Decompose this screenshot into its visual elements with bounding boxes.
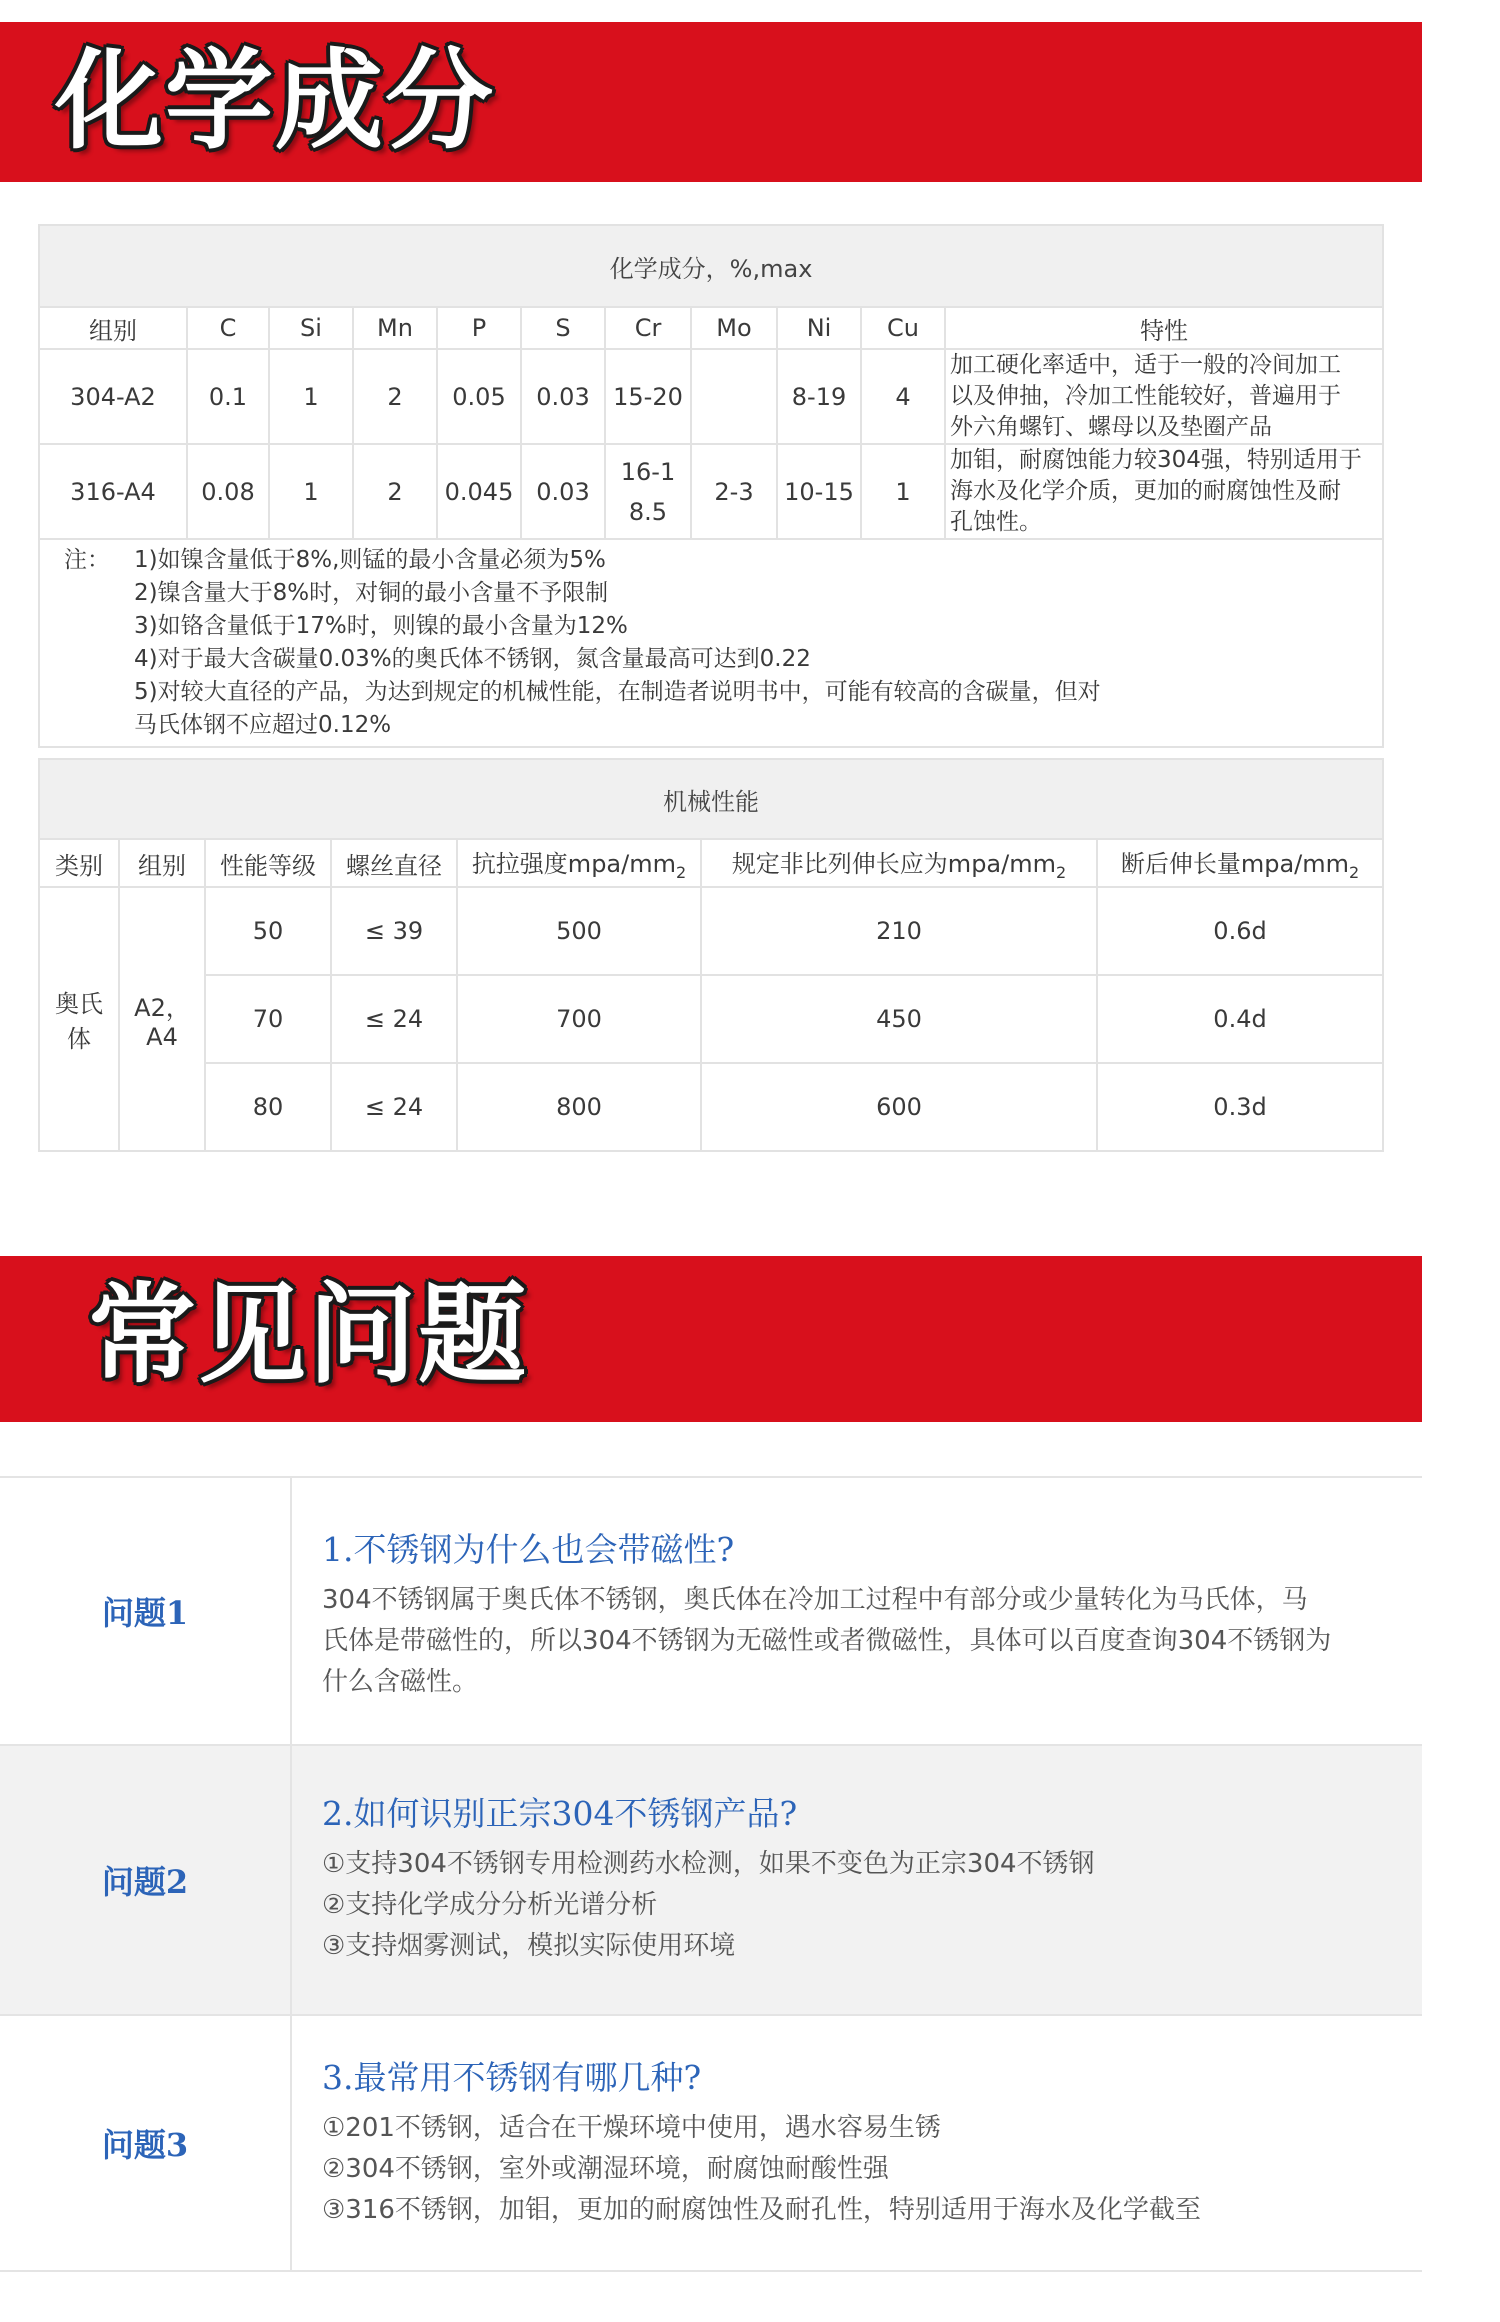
faq-label: 问题2 xyxy=(101,1863,189,1901)
table-cell: 2-3 xyxy=(691,444,777,539)
table-cell: 15-20 xyxy=(605,349,691,444)
category-cell: 奥氏体 xyxy=(39,887,119,1151)
table-cell: 0.6d xyxy=(1097,887,1383,975)
note-item: 4)对于最大含碳量0.03%的奥氏体不锈钢，氮含量最高可达到0.22 xyxy=(134,646,811,672)
faq-answer-line: ②304不锈钢，室外或潮湿环境，耐腐蚀耐酸性强 xyxy=(322,2154,889,2184)
notes-cell xyxy=(39,539,1383,747)
faq-banner xyxy=(0,1256,1422,1422)
faq-answer-line: ①支持304不锈钢专用检测药水检测，如果不变色为正宗304不锈钢 xyxy=(322,1849,1095,1879)
table-cell: 2 xyxy=(353,349,437,444)
header-cell: 螺丝直径 xyxy=(331,839,457,887)
header-cell: Mo xyxy=(691,307,777,349)
table-cell xyxy=(691,349,777,444)
table-cell: 70 xyxy=(205,975,331,1063)
table-cell: 1 xyxy=(269,444,353,539)
table-row xyxy=(39,349,1383,444)
faq-content xyxy=(322,1792,1382,1967)
table-cell: 0.03 xyxy=(521,444,605,539)
faq-item xyxy=(0,1744,1422,2014)
table-row xyxy=(39,975,1383,1063)
feature-cell xyxy=(945,349,1383,444)
header-text: 断后伸长量mpa/mm xyxy=(1120,850,1349,879)
faq-answer xyxy=(322,2108,1382,2231)
faq-answer xyxy=(322,1844,1382,1967)
notes-list xyxy=(134,544,1101,742)
header-cell: 特性 xyxy=(945,307,1383,349)
chemical-header-row xyxy=(39,307,1383,349)
table-cell: ≤ 24 xyxy=(331,975,457,1063)
header-cell: Cu xyxy=(861,307,945,349)
faq-banner-title: 常见问题 xyxy=(88,1273,529,1398)
header-cell: Si xyxy=(269,307,353,349)
table-cell: 50 xyxy=(205,887,331,975)
faq-label-cell xyxy=(0,1478,292,1744)
feature-cell xyxy=(945,444,1383,539)
table-cell: 8-19 xyxy=(777,349,861,444)
note-item: 5)对较大直径的产品，为达到规定的机械性能，在制造者说明书中，可能有较高的含碳量，但对 xyxy=(134,679,1101,705)
faq-answer xyxy=(322,1580,1382,1703)
header-cell: C xyxy=(187,307,269,349)
feature-line: 加工硬化率适中，适于一般的冷间加工 xyxy=(950,352,1341,378)
faq-label-cell xyxy=(0,1746,292,2014)
faq-answer-line: 304不锈钢属于奥氏体不锈钢，奥氏体在冷加工过程中有部分或少量转化为马氏体，马 xyxy=(322,1585,1308,1615)
table-cell: ≤ 24 xyxy=(331,1063,457,1151)
table-cell: 800 xyxy=(457,1063,701,1151)
unit-subscript: 2 xyxy=(675,862,687,882)
header-cell: Cr xyxy=(605,307,691,349)
header-cell: P xyxy=(437,307,521,349)
table-cell: 0.4d xyxy=(1097,975,1383,1063)
faq-answer-line: ①201不锈钢，适合在干燥环境中使用，遇水容易生锈 xyxy=(322,2113,941,2143)
table-cell: 0.05 xyxy=(437,349,521,444)
table-cell: 2 xyxy=(353,444,437,539)
header-cell: 类别 xyxy=(39,839,119,887)
faq-label: 问题1 xyxy=(101,1594,189,1632)
group-cell: A2，A4 xyxy=(119,887,205,1151)
faq-item xyxy=(0,2014,1422,2272)
header-cell: Ni xyxy=(777,307,861,349)
chemical-banner-title: 化学成分 xyxy=(55,39,496,164)
faq-label: 问题3 xyxy=(101,2126,189,2164)
faq-content xyxy=(322,1528,1382,1703)
faq-section xyxy=(0,1476,1422,2276)
table-cell: 0.1 xyxy=(187,349,269,444)
table-cell: 450 xyxy=(701,975,1097,1063)
table-row xyxy=(39,1063,1383,1151)
mechanical-header-row xyxy=(39,839,1383,887)
feature-line: 海水及化学介质，更加的耐腐蚀性及耐 xyxy=(950,478,1341,504)
table-row xyxy=(39,887,1383,975)
chemical-composition-table xyxy=(38,224,1384,748)
faq-answer-line: ②支持化学成分分析光谱分析 xyxy=(322,1890,658,1920)
header-cell: 性能等级 xyxy=(205,839,331,887)
header-text: 抗拉强度mpa/mm xyxy=(471,850,676,879)
faq-question: 3.最常用不锈钢有哪几种? xyxy=(322,2058,702,2097)
header-text: 规定非比列伸长应为mpa/mm xyxy=(731,850,1056,879)
header-cell xyxy=(701,839,1097,887)
note-item: 3)如铬含量低于17%时，则镍的最小含量为12% xyxy=(134,613,628,639)
unit-subscript: 2 xyxy=(1055,862,1067,882)
unit-subscript: 2 xyxy=(1349,862,1360,882)
table-cell: 316-A4 xyxy=(39,444,187,539)
faq-question: 2.如何识别正宗304不锈钢产品? xyxy=(322,1794,798,1833)
header-cell: 组别 xyxy=(39,307,187,349)
table-cell: 600 xyxy=(701,1063,1097,1151)
faq-answer-line: 什么含磁性。 xyxy=(322,1667,479,1697)
table-cell: 0.03 xyxy=(521,349,605,444)
faq-answer-line: 氏体是带磁性的，所以304不锈钢为无磁性或者微磁性，具体可以百度查询304不锈钢为 xyxy=(322,1626,1332,1656)
faq-item xyxy=(0,1476,1422,1744)
notes-label: 注： xyxy=(64,547,110,573)
note-item: 1)如镍含量低于8%,则锰的最小含量必须为5% xyxy=(134,547,606,573)
table-cell: 1 xyxy=(269,349,353,444)
header-cell xyxy=(457,839,701,887)
feature-line: 以及伸抽，冷加工性能较好，普遍用于 xyxy=(950,383,1341,409)
chemical-banner xyxy=(0,22,1422,182)
table-cell: 700 xyxy=(457,975,701,1063)
feature-line: 外六角螺钉、螺母以及垫圈产品 xyxy=(950,414,1272,440)
header-cell: S xyxy=(521,307,605,349)
table-cell: 1 xyxy=(861,444,945,539)
table-cell: 10-15 xyxy=(777,444,861,539)
table-cell: 304-A2 xyxy=(39,349,187,444)
faq-content xyxy=(322,2056,1382,2231)
faq-answer-line: ③316不锈钢，加钼，更加的耐腐蚀性及耐孔性，特别适用于海水及化学截至 xyxy=(322,2195,1201,2225)
note-item: 马氏体钢不应超过0.12% xyxy=(134,712,392,738)
header-cell: Mn xyxy=(353,307,437,349)
table-cell: 80 xyxy=(205,1063,331,1151)
note-item: 2)镍含量大于8%时，对铜的最小含量不予限制 xyxy=(134,580,609,606)
table-cell: 4 xyxy=(861,349,945,444)
chemical-table-caption: 化学成分，%,max xyxy=(39,225,1383,307)
table-cell: 0.08 xyxy=(187,444,269,539)
table-cell: ≤ 39 xyxy=(331,887,457,975)
header-cell xyxy=(1097,839,1383,887)
table-cell: 210 xyxy=(701,887,1097,975)
table-cell: 500 xyxy=(457,887,701,975)
table-cell: 16-18.5 xyxy=(605,444,691,539)
mechanical-table-caption: 机械性能 xyxy=(39,759,1383,839)
table-cell: 0.045 xyxy=(437,444,521,539)
header-cell: 组别 xyxy=(119,839,205,887)
table-row xyxy=(39,444,1383,539)
feature-line: 加钼，耐腐蚀能力较304强，特别适用于 xyxy=(950,447,1362,473)
faq-question: 1.不锈钢为什么也会带磁性? xyxy=(322,1530,735,1569)
table-cell: 0.3d xyxy=(1097,1063,1383,1151)
faq-answer-line: ③支持烟雾测试，模拟实际使用环境 xyxy=(322,1931,736,1961)
faq-label-cell xyxy=(0,2016,292,2270)
feature-line: 孔蚀性。 xyxy=(950,509,1042,535)
mechanical-properties-table xyxy=(38,758,1384,1152)
